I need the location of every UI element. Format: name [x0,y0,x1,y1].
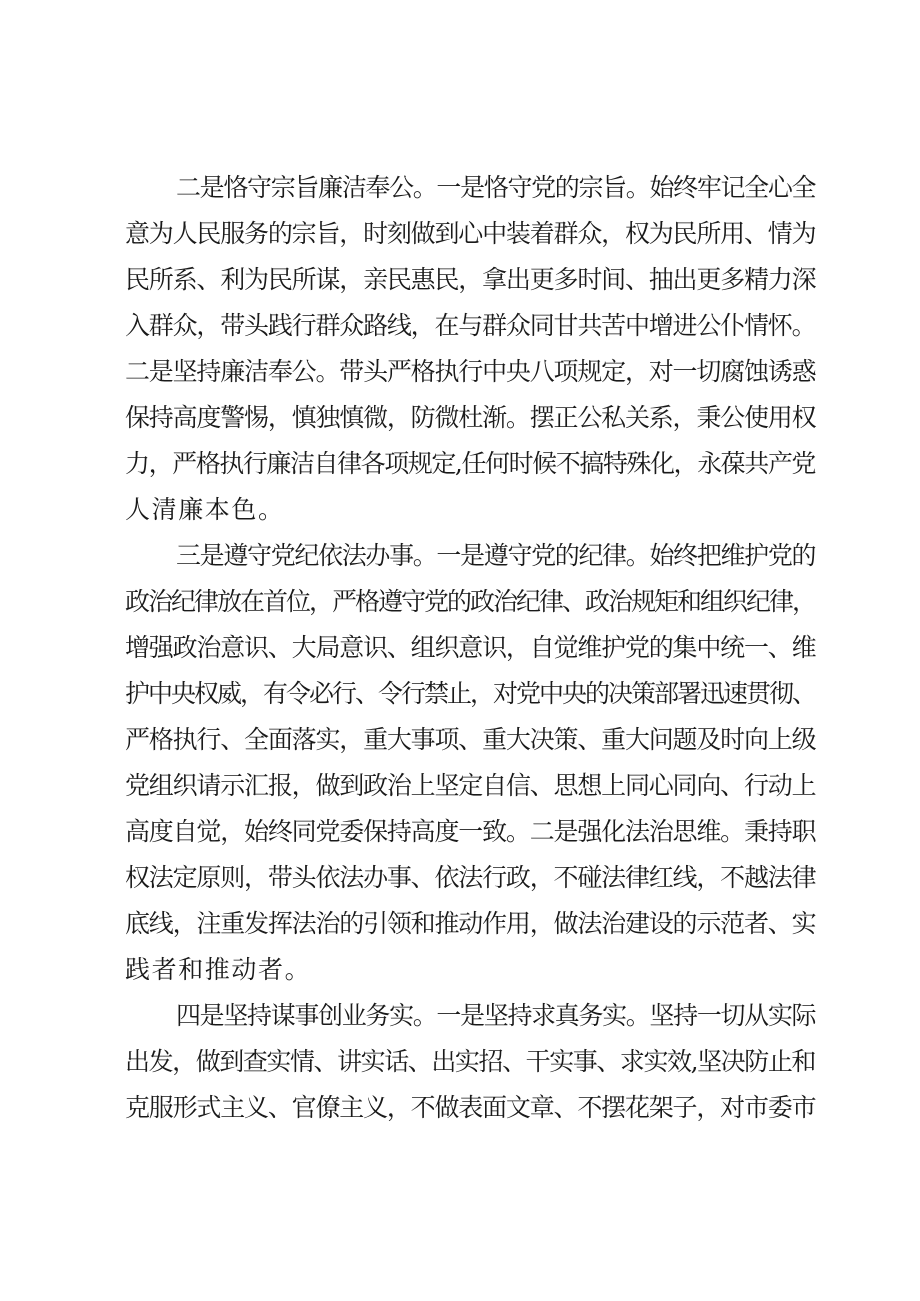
paragraph-line: 出发，做到查实情、讲实话、出实招、干实事、求实效,坚决防止和 [125,1047,815,1076]
paragraph-line: 三是遵守党纪依法办事。一是遵守党的纪律。始终把维护党的 [176,541,816,570]
paragraph-line: 高度自觉，始终同党委保持高度一致。二是强化法治思维。秉持职 [125,817,816,846]
paragraph-line: 底线，注重发挥法治的引领和推动作用，做法治建设的示范者、实 [125,909,816,938]
paragraph-line: 政治纪律放在首位，严格遵守党的政治纪律、政治规矩和组织纪律， [125,587,816,616]
paragraph-line: 二是坚持廉洁奉公。带头严格执行中央八项规定，对一切腐蚀诱惑 [125,357,816,386]
paragraph-line: 严格执行、全面落实，重大事项、重大决策、重大问题及时向上级 [125,725,816,754]
paragraph-line: 民所系、利为民所谋，亲民惠民，拿出更多时间、抽出更多精力深 [125,265,816,294]
paragraph-line: 四是坚持谋事创业务实。一是坚持求真务实。坚持一切从实际 [176,1001,816,1030]
paragraph-line: 践者和推动者。 [125,955,312,984]
paragraph-line: 克服形式主义、官僚主义，不做表面文章、不摆花架子，对市委市 [125,1093,816,1122]
paragraph-line: 人清廉本色。 [125,495,285,524]
paragraph-line: 党组织请示汇报，做到政治上坚定自信、思想上同心同向、行动上 [125,771,816,800]
paragraph-line: 力，严格执行廉洁自律各项规定,任何时候不搞特殊化，永葆共产党 [125,449,815,478]
paragraph-line: 保持高度警惕，慎独慎微，防微杜渐。摆正公私关系，秉公使用权 [125,403,816,432]
paragraph-line: 增强政治意识、大局意识、组织意识，自觉维护党的集中统一、维 [125,633,816,662]
paragraph-line: 二是恪守宗旨廉洁奉公。一是恪守党的宗旨。始终牢记全心全 [176,173,816,202]
paragraph-line: 权法定原则，带头依法办事、依法行政，不碰法律红线，不越法律 [125,863,816,892]
paragraph-line: 护中央权威，有令必行、令行禁止，对党中央的决策部署迅速贯彻、 [125,679,816,708]
paragraph-line: 入群众，带头践行群众路线，在与群众同甘共苦中增进公仆情怀。 [125,311,816,340]
paragraph-line: 意为人民服务的宗旨，时刻做到心中装着群众，权为民所用、情为 [125,219,816,248]
